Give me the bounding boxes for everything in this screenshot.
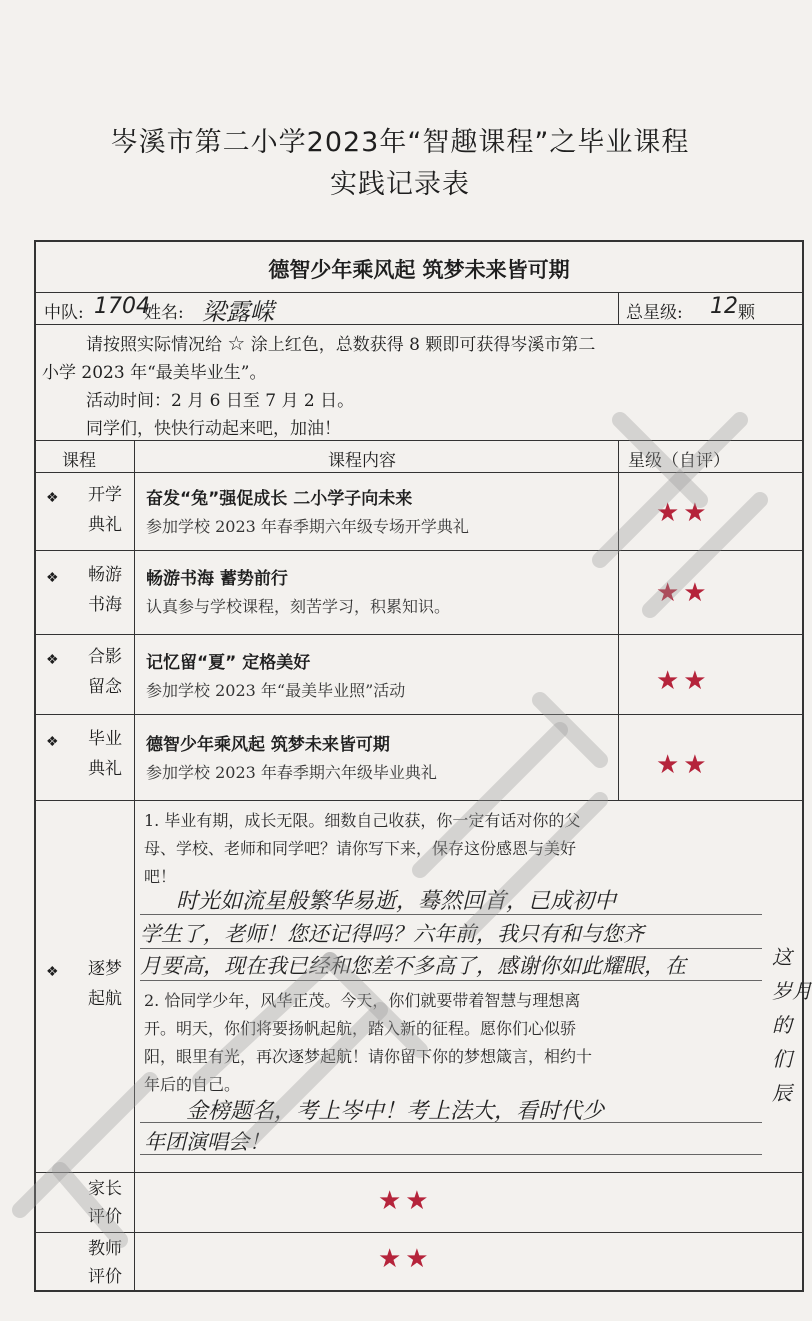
question2-line2: 开。明天，你们将要扬帆起航，踏入新的征程。愿你们心似骄 (144, 1019, 577, 1038)
diamond-bullet-icon: ❖ (46, 490, 59, 506)
total-stars-label: 总星级: (626, 303, 683, 323)
question2-line1: 2. 恰同学少年，风华正茂。今天，你们就要带着智慧与理想离 (144, 991, 581, 1010)
column-header-rating: 星级（自评） (628, 451, 730, 471)
star-rating: ★★ (656, 750, 711, 780)
parent-eval-line2: 评价 (88, 1207, 122, 1227)
record-table (34, 240, 804, 1292)
dream-name-line1: 逐梦 (88, 959, 122, 979)
instruction-line2: 小学 2023 年“最美毕业生”。 (42, 363, 267, 383)
column-header-course: 课程 (62, 451, 96, 471)
table-banner: 德智少年乘风起 筑梦未来皆可期 (268, 258, 570, 282)
answer1-side-note (772, 940, 812, 1110)
answer2-line2: 年团演唱会！ (144, 1130, 270, 1154)
course-name-line1: 合影 (88, 647, 122, 667)
answer1-line1: 时光如流星般繁华易逝，蓦然回首，已成初中 (176, 889, 617, 914)
instruction-line1-b: 涂上红色，总数获得 8 颗即可获得岑溪市第二 (250, 335, 596, 355)
side-char: 这 (772, 945, 792, 969)
diamond-bullet-icon: ❖ (46, 652, 59, 668)
course-title: 奋发“兔”强促成长 二小学子向未来 (146, 489, 413, 509)
course-title: 畅游书海 蓄势前行 (146, 569, 288, 589)
dream-name-line2: 起航 (88, 989, 122, 1009)
side-char: 岁月 (772, 979, 812, 1003)
course-name-line2: 书海 (88, 595, 122, 615)
course-name-line1: 开学 (88, 485, 122, 505)
name-label: 姓名: (144, 303, 184, 323)
course-title: 德智少年乘风起 筑梦未来皆可期 (146, 735, 390, 755)
star-rating: ★★ (656, 666, 711, 696)
star-outline-icon: ☆ (227, 331, 246, 355)
total-stars-value: 12 (710, 294, 738, 319)
parent-star-rating: ★★ (378, 1186, 433, 1216)
teacher-star-rating: ★★ (378, 1244, 433, 1274)
side-char: 的 (772, 1013, 792, 1037)
course-description: 参加学校 2023 年春季期六年级专场开学典礼 (146, 517, 469, 536)
instruction-line4: 同学们，快快行动起来吧，加油！ (86, 419, 341, 439)
teacher-eval-line1: 教师 (88, 1239, 122, 1259)
diamond-bullet-icon: ❖ (46, 570, 59, 586)
course-name-line2: 典礼 (88, 759, 122, 779)
side-char: 辰 (772, 1081, 792, 1105)
document-title: 岑溪市第二小学2023年“智趣课程”之毕业课程 (110, 127, 690, 158)
diamond-bullet-icon: ❖ (46, 734, 59, 750)
diamond-bullet-icon: ❖ (46, 964, 59, 980)
total-stars-unit: 颗 (738, 303, 755, 323)
course-description: 认真参与学校课程，刻苦学习，积累知识。 (146, 597, 451, 616)
course-name-line1: 畅游 (88, 565, 122, 585)
course-description: 参加学校 2023 年春季期六年级毕业典礼 (146, 763, 437, 782)
squad-value: 1704 (94, 294, 150, 319)
name-value: 梁露嵘 (202, 298, 274, 326)
question2-line4: 年后的自己。 (144, 1075, 241, 1094)
question1-line2: 母、学校、老师和同学吧？请你写下来，保存这份感恩与美好 (144, 839, 577, 858)
question1-line3: 吧！ (144, 867, 177, 886)
side-char: 们 (772, 1047, 792, 1071)
star-rating: ★★ (656, 578, 711, 608)
course-description: 参加学校 2023 年“最美毕业照”活动 (146, 681, 406, 700)
teacher-eval-line2: 评价 (88, 1267, 122, 1287)
course-title: 记忆留“夏” 定格美好 (146, 653, 311, 673)
column-header-content: 课程内容 (328, 451, 396, 471)
course-name-line2: 留念 (88, 677, 122, 697)
document-subtitle: 实践记录表 (330, 169, 470, 200)
answer1-line2: 学生了，老师！您还记得吗？六年前，我只有和与您齐 (140, 922, 644, 946)
answer1-line3: 月要高，现在我已经和您差不多高了，感谢你如此耀眼，在 (140, 954, 686, 978)
answer2-line1: 金榜题名，考上岑中！考上法大，看时代少 (186, 1099, 605, 1124)
instruction-line3: 活动时间：2 月 6 日至 7 月 2 日。 (86, 391, 355, 411)
parent-eval-line1: 家长 (88, 1179, 122, 1199)
course-name-line2: 典礼 (88, 515, 122, 535)
star-rating: ★★ (656, 498, 711, 528)
question2-line3: 阳，眼里有光，再次逐梦起航！请你留下你的梦想箴言，相约十 (144, 1047, 593, 1066)
course-name-line1: 毕业 (88, 729, 122, 749)
question1-line1: 1. 毕业有期，成长无限。细数自己收获，你一定有话对你的父 (144, 811, 581, 830)
squad-label: 中队: (44, 303, 84, 323)
instruction-line1-a: 请按照实际情况给 (86, 335, 222, 355)
